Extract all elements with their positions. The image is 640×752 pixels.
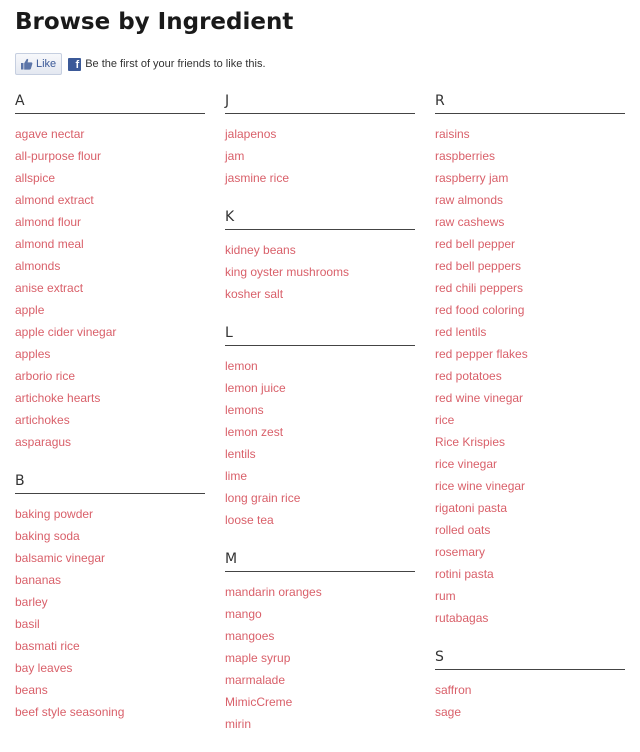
ingredient-link[interactable]: lemon bbox=[225, 359, 258, 373]
ingredient-link[interactable]: agave nectar bbox=[15, 127, 85, 141]
ingredient-link[interactable]: rolled oats bbox=[435, 523, 491, 537]
letter-heading: M bbox=[225, 548, 415, 572]
ingredient-link[interactable]: raspberry jam bbox=[435, 171, 509, 185]
ingredient-link[interactable]: kosher salt bbox=[225, 287, 284, 301]
ingredient-link[interactable]: rigatoni pasta bbox=[435, 501, 508, 515]
ingredient-link[interactable]: red chili peppers bbox=[435, 281, 524, 295]
ingredient-link[interactable]: raspberries bbox=[435, 149, 496, 163]
ingredient-link[interactable]: rum bbox=[435, 589, 456, 603]
ingredient-link[interactable]: jalapenos bbox=[225, 127, 277, 141]
ingredient-link[interactable]: beans bbox=[15, 683, 48, 697]
letter-heading: B bbox=[15, 470, 205, 494]
social-context-text: Be the first of your friends to like this. bbox=[85, 58, 266, 70]
ingredient-link[interactable]: rice wine vinegar bbox=[435, 479, 526, 493]
ingredient-link[interactable]: red pepper flakes bbox=[435, 347, 528, 361]
ingredient-link[interactable]: raisins bbox=[435, 127, 470, 141]
letter-heading: R bbox=[435, 90, 625, 114]
ingredient-list bbox=[435, 123, 625, 629]
facebook-like-bar bbox=[15, 52, 266, 76]
ingredient-link[interactable]: almond extract bbox=[15, 193, 94, 207]
ingredient-link[interactable]: long grain rice bbox=[225, 491, 301, 505]
ingredient-link[interactable]: baking powder bbox=[15, 507, 94, 521]
ingredient-link[interactable]: saffron bbox=[435, 683, 472, 697]
ingredient-link[interactable]: rotini pasta bbox=[435, 567, 494, 581]
ingredient-list bbox=[225, 355, 415, 531]
letter-section bbox=[225, 548, 415, 735]
ingredient-link[interactable]: lime bbox=[225, 469, 248, 483]
letter-section bbox=[225, 206, 415, 305]
ingredient-link[interactable]: mandarin oranges bbox=[225, 585, 322, 599]
ingredient-link[interactable]: artichoke hearts bbox=[15, 391, 101, 405]
like-button-label: Like bbox=[36, 58, 57, 70]
ingredient-link[interactable]: apple bbox=[15, 303, 45, 317]
ingredient-list bbox=[225, 581, 415, 735]
ingredient-link[interactable]: lemon juice bbox=[225, 381, 286, 395]
ingredient-link[interactable]: raw almonds bbox=[435, 193, 504, 207]
letter-heading: A bbox=[15, 90, 205, 114]
ingredient-link[interactable]: barley bbox=[15, 595, 48, 609]
ingredient-link[interactable]: red bell pepper bbox=[435, 237, 516, 251]
letter-heading: J bbox=[225, 90, 415, 114]
ingredient-link[interactable]: arborio rice bbox=[15, 369, 76, 383]
ingredient-link[interactable]: all-purpose flour bbox=[15, 149, 102, 163]
ingredient-link[interactable]: kidney beans bbox=[225, 243, 296, 257]
thumbs-up-icon bbox=[20, 58, 33, 70]
ingredient-link[interactable]: rosemary bbox=[435, 545, 486, 559]
ingredient-link[interactable]: asparagus bbox=[15, 435, 72, 449]
ingredient-link[interactable]: basmati rice bbox=[15, 639, 80, 653]
ingredient-link[interactable]: maple syrup bbox=[225, 651, 291, 665]
ingredient-link[interactable]: sage bbox=[435, 705, 462, 719]
ingredient-link[interactable]: beef style seasoning bbox=[15, 705, 125, 719]
ingredient-column bbox=[15, 90, 205, 740]
ingredient-link[interactable]: mangoes bbox=[225, 629, 275, 643]
ingredient-list bbox=[15, 503, 205, 723]
ingredient-link[interactable]: almond flour bbox=[15, 215, 82, 229]
ingredient-link[interactable]: almonds bbox=[15, 259, 61, 273]
ingredient-link[interactable]: mirin bbox=[225, 717, 251, 731]
ingredient-list bbox=[225, 123, 415, 189]
letter-section bbox=[15, 470, 205, 723]
ingredient-link[interactable]: anise extract bbox=[15, 281, 84, 295]
letter-section bbox=[225, 322, 415, 531]
ingredient-link[interactable]: baking soda bbox=[15, 529, 80, 543]
ingredient-link[interactable]: raw cashews bbox=[435, 215, 505, 229]
ingredient-link[interactable]: lentils bbox=[225, 447, 256, 461]
ingredient-link[interactable]: MimicCreme bbox=[225, 695, 293, 709]
ingredient-link[interactable]: jasmine rice bbox=[225, 171, 290, 185]
letter-section bbox=[435, 90, 625, 629]
ingredient-link[interactable]: jam bbox=[225, 149, 245, 163]
ingredient-link[interactable]: red wine vinegar bbox=[435, 391, 524, 405]
ingredient-link[interactable]: lemon zest bbox=[225, 425, 284, 439]
ingredient-link[interactable]: bay leaves bbox=[15, 661, 73, 675]
ingredient-link[interactable]: red bell peppers bbox=[435, 259, 522, 273]
ingredient-list bbox=[435, 679, 625, 723]
letter-section bbox=[225, 90, 415, 189]
ingredient-column bbox=[435, 90, 625, 740]
ingredient-link[interactable]: bananas bbox=[15, 573, 62, 587]
ingredient-link[interactable]: apple cider vinegar bbox=[15, 325, 117, 339]
ingredient-list bbox=[15, 123, 205, 453]
ingredient-link[interactable]: marmalade bbox=[225, 673, 286, 687]
ingredient-link[interactable]: allspice bbox=[15, 171, 56, 185]
ingredient-list bbox=[225, 239, 415, 305]
ingredient-link[interactable]: rice bbox=[435, 413, 455, 427]
ingredient-link[interactable]: basil bbox=[15, 617, 40, 631]
ingredient-link[interactable]: artichokes bbox=[15, 413, 70, 427]
ingredient-link[interactable]: lemons bbox=[225, 403, 264, 417]
ingredient-link[interactable]: Rice Krispies bbox=[435, 435, 506, 449]
letter-heading: L bbox=[225, 322, 415, 346]
ingredient-link[interactable]: loose tea bbox=[225, 513, 274, 527]
facebook-icon: f bbox=[68, 58, 81, 71]
ingredient-link[interactable]: balsamic vinegar bbox=[15, 551, 106, 565]
ingredient-link[interactable]: almond meal bbox=[15, 237, 84, 251]
ingredient-link[interactable]: red potatoes bbox=[435, 369, 502, 383]
like-button[interactable] bbox=[15, 53, 62, 75]
ingredient-link[interactable]: apples bbox=[15, 347, 51, 361]
page-title: Browse by Ingredient bbox=[15, 9, 294, 35]
letter-heading: K bbox=[225, 206, 415, 230]
ingredient-link[interactable]: mango bbox=[225, 607, 262, 621]
letter-section bbox=[15, 90, 205, 453]
ingredient-column bbox=[225, 90, 415, 752]
ingredient-link[interactable]: rutabagas bbox=[435, 611, 489, 625]
ingredient-link[interactable]: king oyster mushrooms bbox=[225, 265, 350, 279]
letter-section bbox=[435, 646, 625, 723]
ingredient-link[interactable]: red lentils bbox=[435, 325, 487, 339]
letter-heading: S bbox=[435, 646, 625, 670]
ingredient-link[interactable]: rice vinegar bbox=[435, 457, 498, 471]
ingredient-link[interactable]: red food coloring bbox=[435, 303, 525, 317]
